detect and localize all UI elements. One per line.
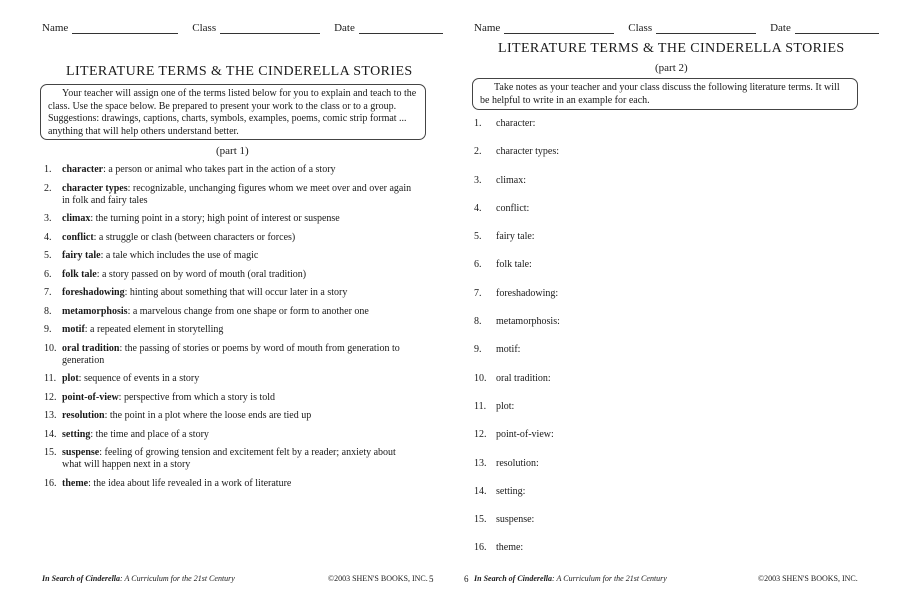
notes-term-item [474, 401, 560, 429]
term-name: character [62, 164, 104, 175]
term-item [44, 343, 414, 367]
term-definition: : the passing of stories or poems by word of mouth from generation to generation [62, 342, 400, 366]
term-name: theme [62, 477, 89, 489]
term-number: 9. [44, 324, 52, 335]
term-label: resolution: [496, 457, 539, 469]
notes-term-item [474, 316, 560, 344]
term-name: climax [62, 213, 91, 224]
term-label: folk tale: [496, 259, 532, 271]
term-item [44, 429, 414, 441]
term-name: conflict [62, 231, 94, 243]
term-number: 1. [474, 118, 482, 129]
term-item [44, 324, 414, 336]
class-blank[interactable] [656, 23, 756, 34]
term-definition: : a tale which includes the use of magic [100, 250, 259, 261]
name-label: Name [42, 22, 69, 34]
term-number: 7. [44, 287, 52, 298]
instructions-box [472, 78, 858, 110]
date-label: Date [770, 22, 791, 34]
term-definition: : a marvelous change from one shape or form to another one [127, 305, 369, 317]
date-blank[interactable] [359, 23, 443, 34]
term-name: plot [62, 373, 79, 384]
notes-term-item [474, 486, 560, 514]
page-number: 5 [429, 574, 434, 584]
instructions-text: Your teacher will assign one of the terms listed below for you to explain and teach to the class. Use the space below. Be prepared to present your work to the class or to a group. Suggestions: drawings, captions, charts, symbols, examples, poems, comic strip format ... anything that will help others understand better. [48, 88, 417, 137]
term-name: fairy tale [62, 250, 101, 261]
page-title: LITERATURE TERMS & THE CINDERELLA STORIES [498, 41, 845, 56]
term-definition: : the time and place of a story [90, 428, 209, 440]
term-label: oral tradition: [496, 372, 551, 384]
term-name: setting [62, 428, 91, 440]
term-number: 16. [44, 477, 57, 489]
date-blank[interactable] [795, 23, 879, 34]
term-name: foreshadowing [62, 287, 125, 298]
footer-book-title [474, 574, 667, 583]
term-item [44, 447, 414, 471]
term-item [44, 250, 414, 262]
term-number: 14. [44, 428, 57, 440]
term-number: 15. [474, 514, 487, 526]
term-name: point-of-view [62, 391, 119, 403]
term-number: 11. [44, 373, 57, 384]
term-label: character: [496, 118, 536, 129]
term-name: metamorphosis [62, 305, 128, 317]
term-number: 1. [44, 164, 52, 175]
term-number: 14. [474, 485, 487, 497]
name-blank[interactable] [72, 23, 178, 34]
notes-term-item [474, 175, 560, 203]
term-item [44, 410, 414, 422]
term-number: 4. [474, 202, 482, 214]
term-number: 5. [474, 231, 482, 243]
term-label: suspense: [496, 514, 535, 526]
term-definition: : recognizable, unchanging figures whom we meet over and over again in folk and fairy tales [62, 182, 412, 206]
footer-book-name: In Search of Cinderella [474, 574, 553, 583]
term-definition: : a person or animal who takes part in the action of a story [103, 164, 336, 175]
term-number: 4. [44, 231, 52, 243]
term-number: 3. [474, 174, 482, 186]
term-number: 2. [474, 146, 482, 158]
term-name: suspense [62, 447, 100, 458]
footer-copyright: ©2003 SHEN'S BOOKS, INC. [758, 574, 858, 583]
term-name: folk tale [62, 268, 97, 280]
term-definition: : the point in a plot where the loose ends are tied up [104, 410, 312, 421]
term-item [44, 478, 414, 490]
notes-term-item [474, 146, 560, 174]
term-item [44, 373, 414, 385]
term-number: 6. [474, 259, 482, 271]
term-number: 7. [474, 287, 482, 299]
term-definition: : a struggle or clash (between characters or forces) [93, 231, 296, 243]
term-number: 9. [474, 344, 482, 356]
term-number: 11. [474, 400, 487, 412]
instructions-box [40, 84, 426, 140]
student-info-row [474, 22, 879, 34]
term-definition: : the turning point in a story; high point of interest or suspense [90, 213, 340, 224]
term-item [44, 232, 414, 244]
term-label: climax: [496, 174, 526, 186]
part-label: (part 2) [655, 62, 688, 74]
term-label: plot: [496, 400, 515, 412]
name-blank[interactable] [504, 23, 614, 34]
footer-book-subtitle: : A Curriculum for the 21st Century [120, 574, 235, 583]
term-item [44, 269, 414, 281]
term-number: 2. [44, 182, 52, 194]
term-label: motif: [496, 344, 521, 356]
term-number: 8. [44, 305, 52, 317]
notes-term-list [474, 118, 560, 571]
term-label: point-of-view: [496, 429, 554, 441]
notes-term-item [474, 259, 560, 287]
name-label: Name [474, 22, 501, 34]
notes-term-item [474, 514, 560, 542]
term-number: 5. [44, 250, 52, 261]
notes-term-item [474, 203, 560, 231]
term-definition-list [44, 164, 414, 496]
term-definition: : sequence of events in a story [78, 373, 200, 384]
class-label: Class [628, 22, 653, 34]
term-name: oral tradition [62, 342, 120, 354]
notes-term-item [474, 373, 560, 401]
term-item [44, 392, 414, 404]
part-label: (part 1) [216, 145, 249, 157]
term-label: setting: [496, 485, 526, 497]
notes-term-item [474, 458, 560, 486]
term-number: 13. [474, 457, 487, 469]
term-number: 10. [474, 372, 487, 384]
term-number: 12. [474, 429, 487, 441]
term-item [44, 213, 414, 225]
notes-term-item [474, 429, 560, 457]
term-item [44, 287, 414, 299]
term-definition: : a repeated element in storytelling [84, 324, 224, 335]
footer-book-name: In Search of Cinderella [42, 574, 121, 583]
term-definition: : a story passed on by word of mouth (oral tradition) [96, 268, 307, 280]
page-number: 6 [464, 574, 469, 584]
term-item [44, 164, 414, 176]
class-label: Class [192, 22, 217, 34]
term-number: 6. [44, 268, 52, 280]
term-definition: : hinting about something that will occur later in a story [124, 287, 348, 298]
term-name: resolution [62, 410, 105, 421]
term-number: 16. [474, 542, 487, 554]
term-definition: : the idea about life revealed in a work of literature [88, 477, 292, 489]
right-page [450, 0, 900, 605]
term-definition: : feeling of growing tension and excitement felt by a reader; anxiety about what will happen next in a story [62, 447, 396, 470]
term-item [44, 183, 414, 207]
notes-term-item [474, 288, 560, 316]
term-label: conflict: [496, 202, 530, 214]
notes-term-item [474, 344, 560, 372]
term-label: character types: [496, 146, 560, 158]
term-number: 15. [44, 447, 57, 458]
student-info-row [42, 22, 443, 34]
term-number: 12. [44, 391, 57, 403]
term-number: 10. [44, 342, 57, 354]
notes-term-item [474, 118, 560, 146]
notes-term-item [474, 231, 560, 259]
term-label: metamorphosis: [496, 316, 560, 328]
term-label: theme: [496, 542, 524, 554]
page-title: LITERATURE TERMS & THE CINDERELLA STORIES [66, 64, 413, 79]
footer-book-subtitle: : A Curriculum for the 21st Century [552, 574, 667, 583]
notes-term-item [474, 542, 560, 570]
term-label: fairy tale: [496, 231, 535, 243]
term-name: character types [62, 182, 128, 194]
term-name: motif [62, 324, 85, 335]
footer-copyright: ©2003 SHEN'S BOOKS, INC. [328, 574, 428, 583]
term-number: 13. [44, 410, 57, 421]
class-blank[interactable] [220, 23, 320, 34]
date-label: Date [334, 22, 355, 34]
term-number: 3. [44, 213, 52, 224]
term-label: foreshadowing: [496, 287, 559, 299]
instructions-text: Take notes as your teacher and your class discuss the following literature terms. It will be helpful to write in an example for each. [480, 82, 840, 106]
term-item [44, 306, 414, 318]
footer-book-title [42, 574, 235, 583]
term-definition: : perspective from which a story is told [118, 391, 276, 403]
term-number: 8. [474, 316, 482, 328]
